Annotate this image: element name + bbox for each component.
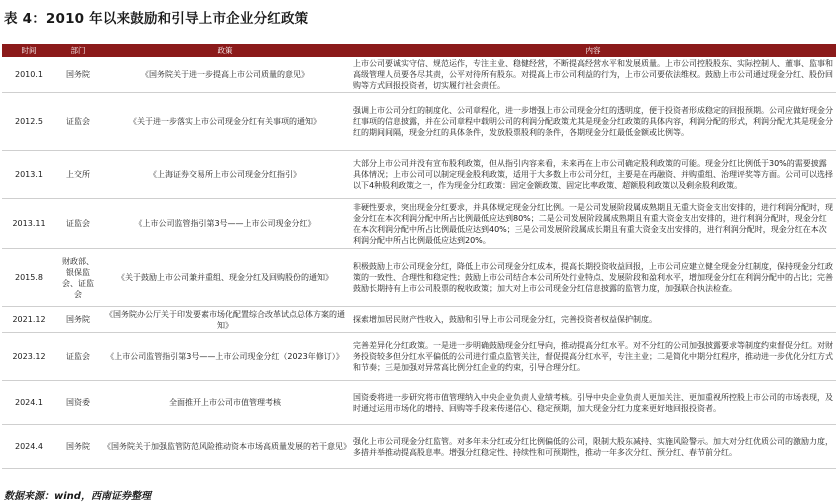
cell-time: 2013.1: [2, 151, 56, 199]
cell-dept: 国务院: [56, 425, 100, 469]
cell-dept: 财政部、银保监会、证监会: [56, 249, 100, 307]
cell-content: 积极鼓励上市公司现金分红，降低上市公司现金分红成本，提高长期投资收益回报，上市公司应建立健全现金分红制度，保持现金分红政策的一致性、合理性和稳定性；鼓励上市公司结合本公司所处行业特点、发展阶段和盈利水平，增加现金分红在利润分配中的占比；完善鼓励长期持有上市公司股票的税收政策；加大对上市公司现金分红信息披露的监管力度，加强联合执法检查。: [350, 249, 836, 307]
cell-time: 2010.1: [2, 57, 56, 93]
cell-policy: 《国务院关于加强监管防范风险推动资本市场高质量发展的若干意见》: [100, 425, 350, 469]
cell-time: 2023.12: [2, 333, 56, 381]
table-row: [2, 333, 836, 381]
table-row: [2, 93, 836, 151]
cell-content: 非硬性要求，突出现金分红要求，并具体规定现金分红比例。一是公司发展阶段属成熟期且无重大资金支出安排的，进行利润分配时，现金分红在本次利润分配中所占比例最低应达到80%；二是公司发展阶段属成熟期且有重大资金支出安排的，进行利润分配时，现金分红在本次利润分配中所占比例最低应达到40%；三是公司发展阶段属成长期且有重大资金支出安排的，进行利润分配时，现金分红在本次利润分配中所占比例最低应达到20%。: [350, 199, 836, 249]
cell-dept: 证监会: [56, 333, 100, 381]
table-row: [2, 151, 836, 199]
cell-content: 大部分上市公司并没有宣布股利政策，但从指引内容来看，未来再在上市公司确定股利政策的可能。现金分红比例低于30%的需要披露具体情况；上市公司可以制定现金股利政策，适用于大多数上市公司分红，主要是在再融资、并购重组、治理评奖等方面。公司可以选择以下4种股利政策之一，作为现金分红政策：固定金额政策、固定比率政策、超额股利政策以及剩余股利政策。: [350, 151, 836, 199]
cell-policy: 全面推开上市公司市值管理考核: [100, 381, 350, 425]
cell-dept: 国务院: [56, 307, 100, 333]
cell-time: 2021.12: [2, 307, 56, 333]
cell-dept: 上交所: [56, 151, 100, 199]
table-row: [2, 307, 836, 333]
table-row: [2, 381, 836, 425]
cell-content: 完善差异化分红政策。一是进一步明确鼓励现金分红导向，推动提高分红水平。对不分红的公司加强披露要求等制度约束督促分红。对财务投资较多但分红水平偏低的公司进行重点监管关注，督促提高分红水平，专注主业；二是简化中期分红程序，推动进一步优化分红方式和节奏；三是加强对异常高比例分红企业的约束，引导合理分红。: [350, 333, 836, 381]
cell-content: 强化上市公司现金分红监管。对多年未分红或分红比例偏低的公司，限制大股东减持、实施风险警示。加大对分红优质公司的激励力度，多措并举推动提高股息率。增强分红稳定性、持续性和可预期性，推动一年多次分红、预分红、春节前分红。: [350, 425, 836, 469]
table-row: [2, 249, 836, 307]
cell-time: 2024.4: [2, 425, 56, 469]
cell-policy: 《上市公司监管指引第3号——上市公司现金分红》: [100, 199, 350, 249]
cell-policy: 《关于进一步落实上市公司现金分红有关事项的通知》: [100, 93, 350, 151]
table-title: 表 4：2010 年以来鼓励和引导上市企业分红政策: [4, 11, 309, 27]
table-row: [2, 425, 836, 469]
cell-dept: 国务院: [56, 57, 100, 93]
cell-content: 探索增加居民财产性收入，鼓励和引导上市公司现金分红，完善投资者权益保护制度。: [350, 307, 836, 333]
cell-policy: 《国务院关于进一步提高上市公司质量的意见》: [100, 57, 350, 93]
header-dept: 部门: [56, 44, 100, 57]
cell-policy: 《上海证券交易所上市公司现金分红指引》: [100, 151, 350, 199]
cell-content: 上市公司要诚实守信、规范运作，专注主业、稳健经营，不断提高经营水平和发展质量。上市公司控股股东、实际控制人、董事、监事和高级管理人员要各尽其责，公平对待所有股东。对提高上市公司利益的行为，上市公司要依法维权。鼓励上市公司通过现金分红、股份回购等方式回报投资者，切实履行社会责任。: [350, 57, 836, 93]
cell-time: 2015.8: [2, 249, 56, 307]
table-row: [2, 199, 836, 249]
source-note: 数据来源：wind，西南证券整理: [4, 491, 151, 502]
header-content: 内容: [350, 44, 836, 57]
header-time: 时间: [2, 44, 56, 57]
cell-time: 2024.1: [2, 381, 56, 425]
cell-dept: 证监会: [56, 199, 100, 249]
cell-dept: 证监会: [56, 93, 100, 151]
cell-content: 国资委将进一步研究将市值管理纳入中央企业负责人业绩考核。引导中央企业负责人更加关注、更加重视所控股上市公司的市场表现，及时通过运用市场化的增持、回购等手段来传递信心、稳定预期，加大现金分红力度来更好地回报投资者。: [350, 381, 836, 425]
cell-policy: 《上市公司监管指引第3号——上市公司现金分红（2023年修订）》: [100, 333, 350, 381]
policy-table: [2, 44, 836, 469]
table-header-row: [2, 44, 836, 57]
table-row: [2, 57, 836, 93]
header-policy: 政策: [100, 44, 350, 57]
cell-content: 强调上市公司分红的制度化、公司章程化，进一步增强上市公司现金分红的透明度，便于投资者形成稳定的回报预期。公司应做好现金分红事项的信息披露，并在公司章程中载明公司的利润分配政策尤其是现金分红政策的具体内容，利润分配的形式，利润分配尤其是现金分红的期间间隔，现金分红的具体条件，发放股票股利的条件，各期现金分红最低金额或比例等。: [350, 93, 836, 151]
cell-policy: 《国务院办公厅关于印发要素市场化配置综合改革试点总体方案的通知》: [100, 307, 350, 333]
cell-time: 2013.11: [2, 199, 56, 249]
cell-policy: 《关于鼓励上市公司兼并重组、现金分红及回购股份的通知》: [100, 249, 350, 307]
cell-dept: 国资委: [56, 381, 100, 425]
cell-time: 2012.5: [2, 93, 56, 151]
